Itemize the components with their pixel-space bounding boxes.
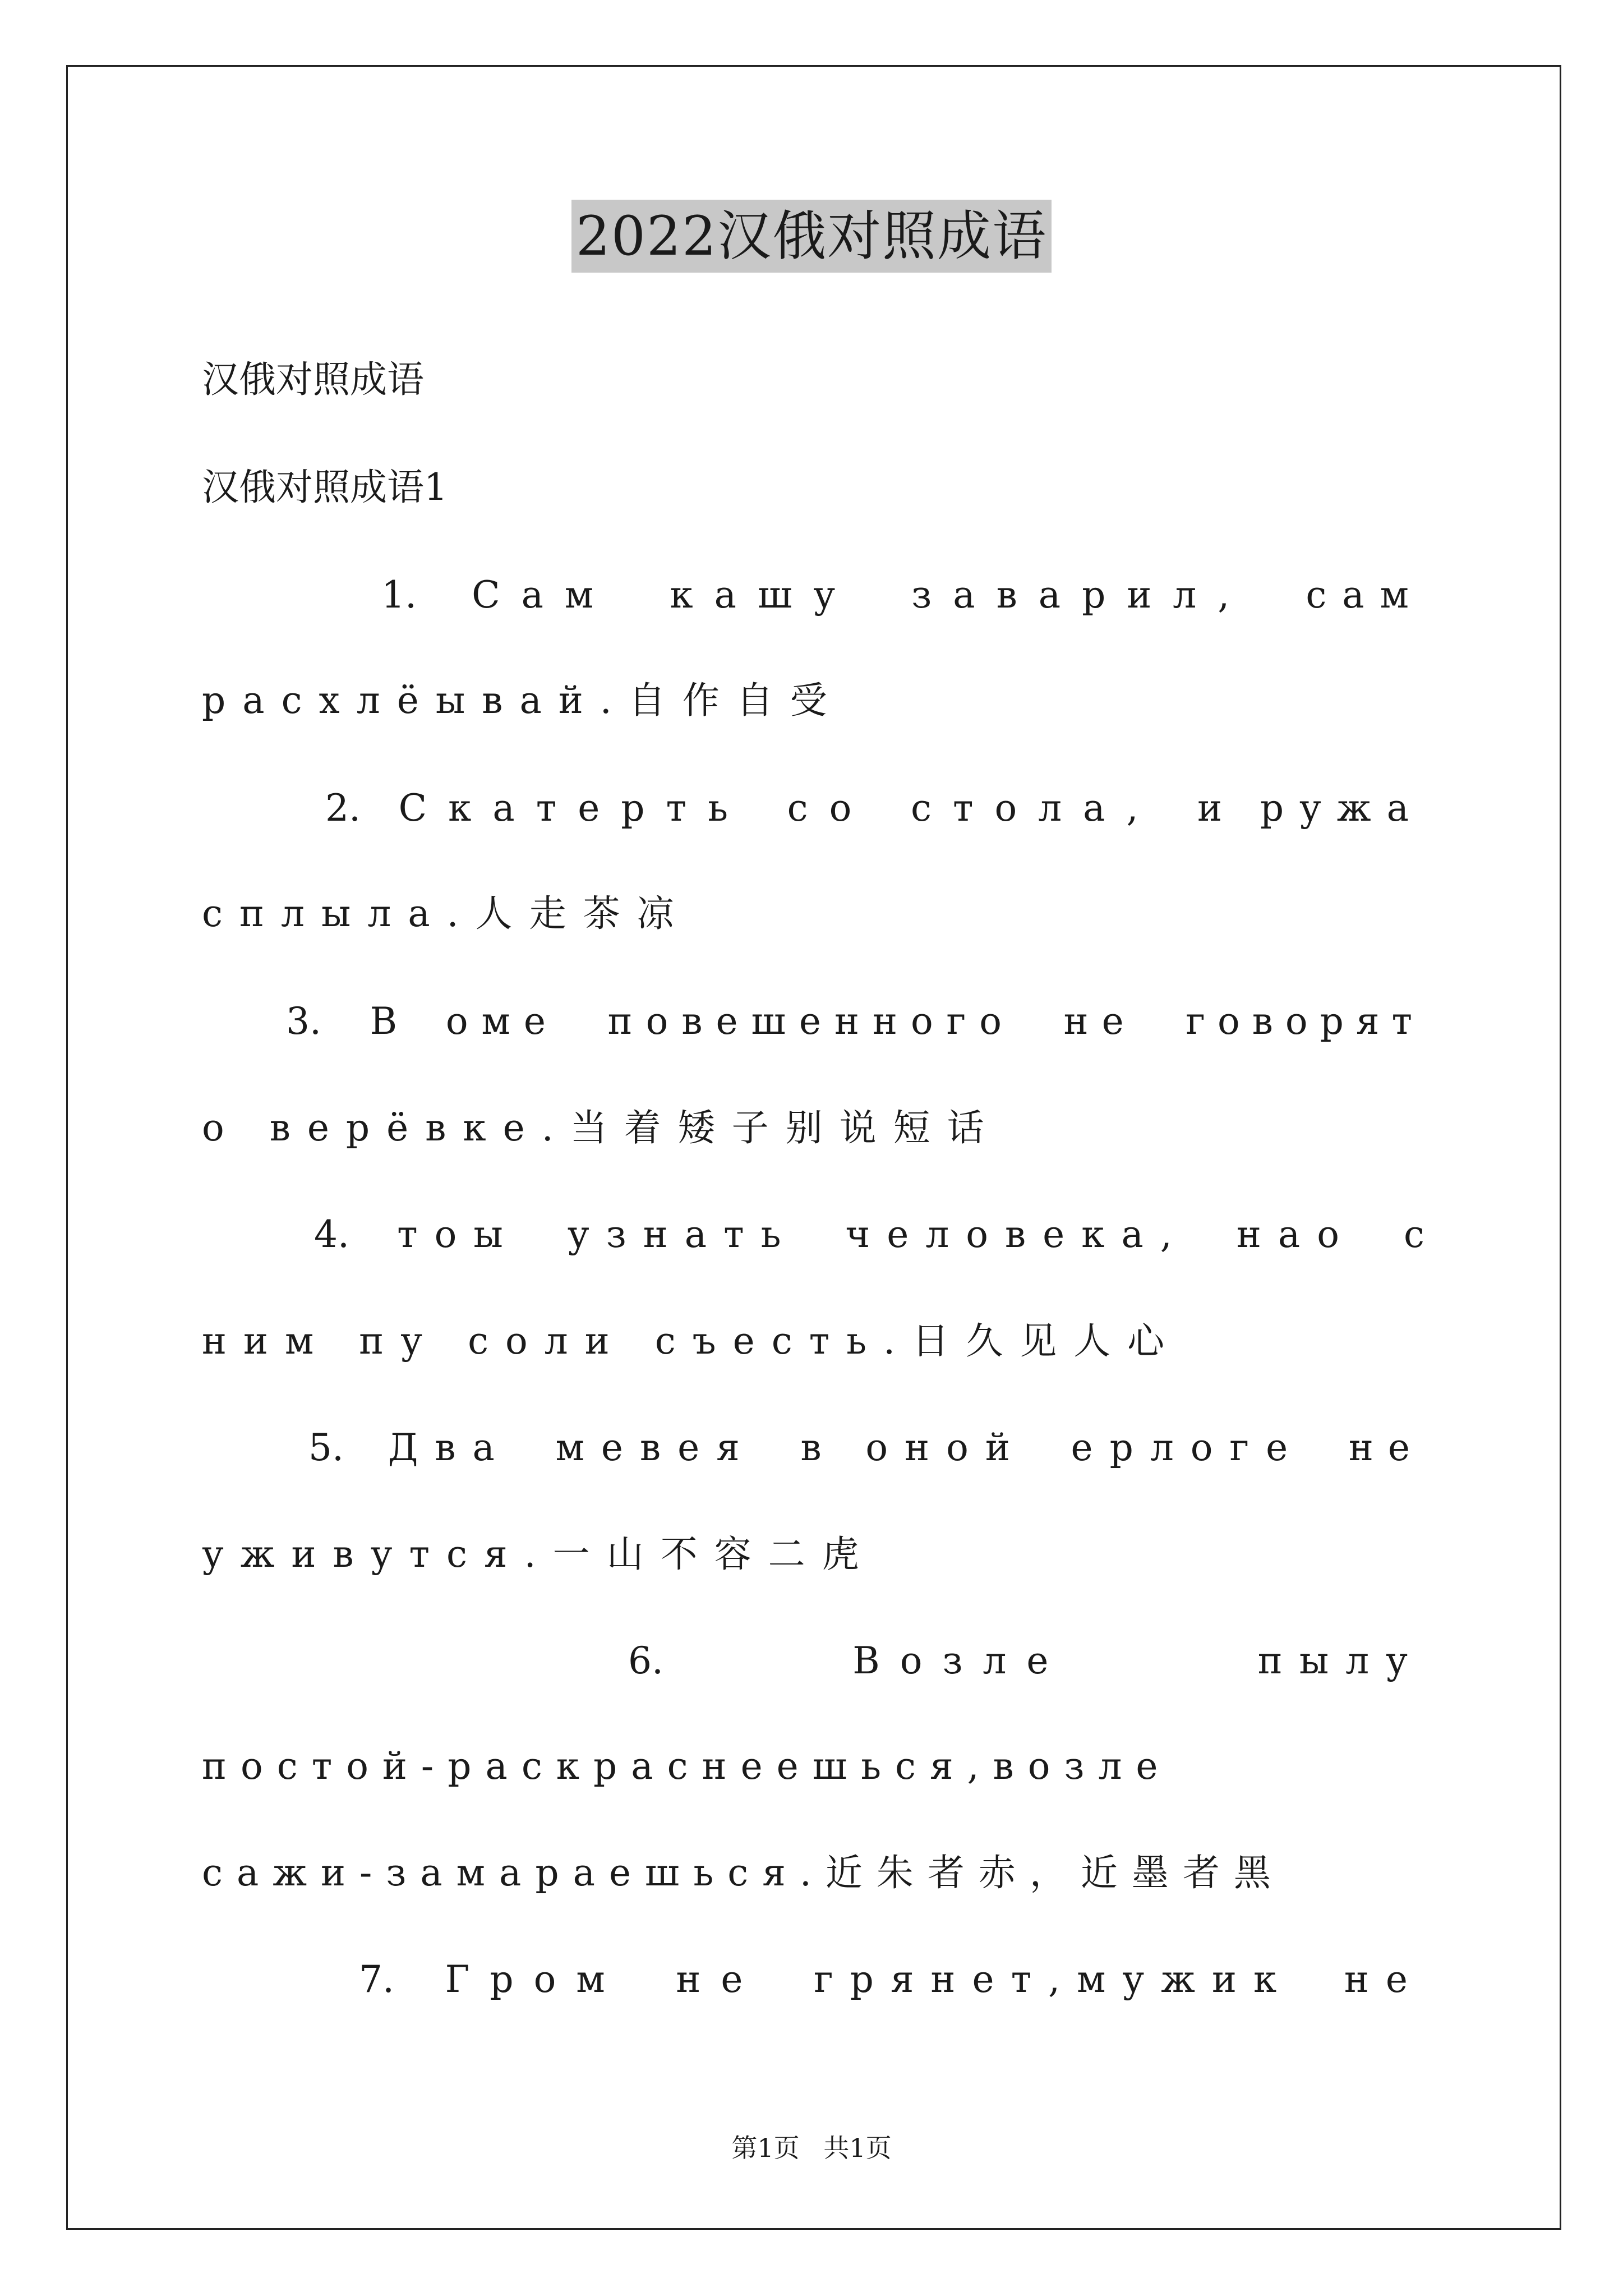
item-4-number: 4. — [314, 1213, 349, 1256]
item-1-number: 1. — [381, 573, 417, 616]
item-4-line-2: ним пу соли съесть.日久见人心 — [202, 1319, 1182, 1363]
item-7-line-1 — [359, 1954, 1424, 2005]
item-7-word: грянет,мужик — [814, 1958, 1294, 2001]
item-5-number: 5. — [308, 1426, 344, 1469]
page-footer — [0, 2131, 1623, 2165]
item-7-word: Гром — [445, 1958, 625, 2001]
item-4-word: с — [1404, 1213, 1424, 1256]
item-3-word: оме — [445, 1000, 559, 1043]
item-5-word: оной — [865, 1426, 1027, 1469]
item-6-line-3: сажи-замараешься.近朱者赤，近墨者黑 — [202, 1851, 1285, 1894]
document-title: 2022汉俄对照成语 — [571, 200, 1052, 273]
item-2-word: ружа — [1260, 786, 1424, 830]
item-6-line-1 — [628, 1636, 1424, 1686]
item-5-line-2: уживутся.一山不容二虎 — [202, 1533, 876, 1576]
item-4-line-1 — [314, 1209, 1424, 1260]
item-7-word: не — [676, 1958, 763, 2001]
page-total: 共1页 — [823, 2133, 892, 2163]
item-1-word: Сам — [472, 573, 615, 616]
item-3-word: В — [370, 1000, 398, 1043]
item-1-word: сам — [1306, 573, 1424, 616]
item-1-line-2: расхлёывай.自作自受 — [202, 679, 844, 722]
section-subheading: 汉俄对照成语1 — [202, 466, 448, 509]
item-1-line-1 — [381, 570, 1424, 620]
item-5-word: в — [800, 1426, 822, 1469]
title-container — [0, 200, 1623, 273]
item-4-word: тоы — [397, 1213, 520, 1256]
item-3-word: повешенного — [607, 1000, 1015, 1043]
item-2-word: Скатерть — [398, 786, 750, 830]
item-3-line-1 — [286, 996, 1424, 1047]
item-6-word: пылу — [1257, 1639, 1424, 1682]
item-3-line-2: о верёвке.当着矮子别说短话 — [202, 1106, 1001, 1149]
item-2-word: и — [1197, 786, 1223, 830]
item-2-line-1 — [325, 783, 1424, 834]
item-2-word: со — [787, 786, 873, 830]
page-number: 第1页 — [731, 2133, 800, 2163]
item-5-word: не — [1348, 1426, 1424, 1469]
heading-line — [202, 355, 1424, 405]
item-6-number: 6. — [628, 1639, 663, 1682]
item-1-word: кашу — [670, 573, 857, 616]
item-6-line-2: постой-раскраснеешься,возле — [202, 1745, 1172, 1788]
item-5-line-1 — [308, 1423, 1424, 1473]
item-4-word: узнать — [567, 1213, 798, 1256]
item-5-word: ерлоге — [1071, 1426, 1305, 1469]
item-4-word: человека, — [845, 1213, 1189, 1256]
item-4-word: нао — [1236, 1213, 1356, 1256]
item-3-word: говорят — [1186, 1000, 1424, 1043]
item-1-word: заварил, — [911, 573, 1251, 616]
item-7-number: 7. — [359, 1958, 394, 2001]
item-2-line-2: сплыла.人走茶凉 — [202, 892, 691, 935]
item-2-word: стола, — [911, 786, 1160, 830]
section-heading: 汉俄对照成语 — [202, 358, 424, 401]
item-2-number: 2. — [325, 786, 361, 830]
item-5-word: Два — [388, 1426, 511, 1469]
item-6-word: Возле — [852, 1639, 1069, 1682]
item-3-word: не — [1063, 1000, 1137, 1043]
item-3-number: 3. — [286, 1000, 321, 1043]
item-7-word: не — [1344, 1958, 1424, 2001]
item-5-word: мевея — [555, 1426, 757, 1469]
subheading-line — [202, 462, 1424, 513]
